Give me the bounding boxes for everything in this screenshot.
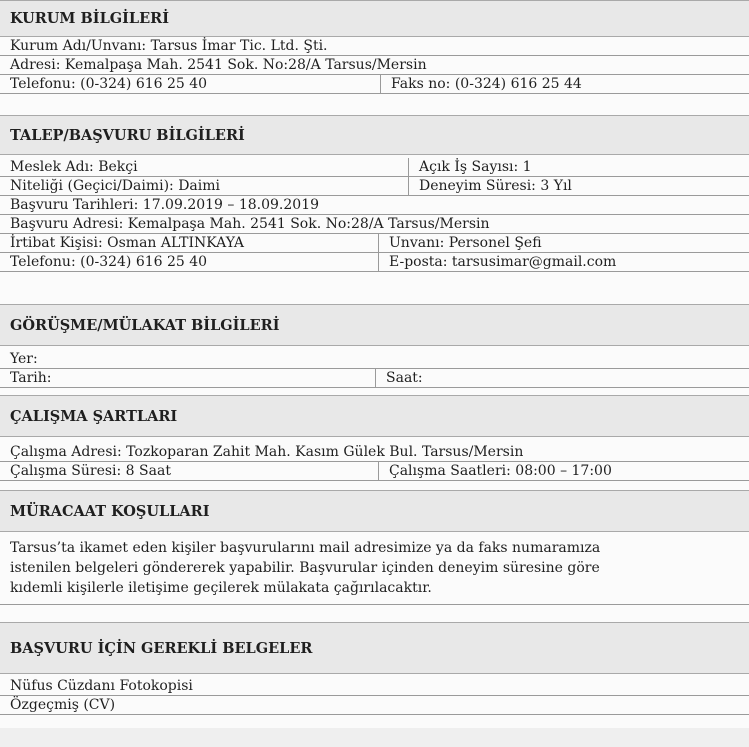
talep-telefon-row — [0, 253, 749, 272]
muracaat-line: istenilen belgeleri göndererek yapabilir. Başvurular içinden deneyim süresine göre — [10, 560, 600, 576]
section-calisma-title: ÇALIŞMA ŞARTLARI — [10, 407, 178, 425]
calisma-adres-row — [0, 443, 749, 462]
talep-meslek-row — [0, 158, 749, 177]
calisma-sure-row — [0, 462, 749, 481]
belge-item: Özgeçmiş (CV) — [10, 697, 116, 713]
section-belgeler-header — [0, 622, 749, 674]
gorusme-yer: Yer: — [10, 351, 38, 367]
gorusme-tarih: Tarih: — [10, 370, 52, 386]
section-talep-header — [0, 115, 749, 155]
talep-telefon: Telefonu: (0-324) 616 25 40 — [10, 254, 208, 270]
section-kurum-header — [0, 0, 749, 37]
talep-adres: Başvuru Adresi: Kemalpaşa Mah. 2541 Sok. No:28/A Tarsus/Mersin — [10, 216, 490, 232]
section-gorusme-title: GÖRÜŞME/MÜLAKAT BİLGİLERİ — [10, 316, 280, 334]
muracaat-line: Tarsus’ta ikamet eden kişiler başvurularını mail adresimize ya da faks numaramıza — [10, 540, 601, 556]
section-kurum-title: KURUM BİLGİLERİ — [10, 10, 170, 27]
talep-unvan: Unvanı: Personel Şefi — [378, 234, 749, 252]
kurum-phone: Telefonu: (0-324) 616 25 40 — [10, 76, 208, 92]
section-gorusme-header — [0, 304, 749, 346]
section-muracaat-title: MÜRACAAT KOŞULLARI — [10, 502, 210, 520]
kurum-fax: Faks no: (0-324) 616 25 44 — [380, 75, 749, 93]
talep-nitelik-row — [0, 177, 749, 196]
gorusme-tarih-row — [0, 369, 749, 388]
talep-acik-is: Açık İş Sayısı: 1 — [408, 158, 749, 176]
kurum-address-row — [0, 56, 749, 75]
belge-row — [0, 696, 749, 715]
muracaat-divider — [0, 604, 749, 605]
page-footer-band — [0, 728, 749, 747]
talep-irtibat: İrtibat Kişisi: Osman ALTINKAYA — [10, 235, 244, 251]
section-muracaat-header — [0, 490, 749, 532]
talep-adres-row — [0, 215, 749, 234]
kurum-name: Kurum Adı/Unvanı: Tarsus İmar Tic. Ltd. Şti. — [10, 38, 328, 54]
talep-tarih-row — [0, 196, 749, 215]
calisma-adres: Çalışma Adresi: Tozkoparan Zahit Mah. Kasım Gülek Bul. Tarsus/Mersin — [10, 444, 524, 460]
belge-item: Nüfus Cüzdanı Fotokopisi — [10, 678, 193, 694]
kurum-contact-row — [0, 75, 749, 94]
talep-nitelik: Niteliği (Geçici/Daimi): Daimi — [10, 178, 220, 194]
section-calisma-header — [0, 395, 749, 437]
muracaat-text — [0, 538, 749, 598]
calisma-saatler: Çalışma Saatleri: 08:00 – 17:00 — [378, 462, 749, 480]
section-talep-title: TALEP/BAŞVURU BİLGİLERİ — [10, 126, 245, 144]
talep-deneyim: Deneyim Süresi: 3 Yıl — [408, 177, 749, 195]
gorusme-saat: Saat: — [375, 369, 749, 387]
muracaat-line: kıdemli kişilerle iletişime geçilerek mülakata çağırılacaktır. — [10, 580, 432, 596]
section-belgeler-title: BAŞVURU İÇİN GEREKLİ BELGELER — [10, 639, 313, 657]
kurum-name-row — [0, 37, 749, 56]
talep-tarihler: Başvuru Tarihleri: 17.09.2019 – 18.09.2019 — [10, 197, 320, 213]
gorusme-yer-row — [0, 350, 749, 369]
talep-meslek: Meslek Adı: Bekçi — [10, 159, 138, 175]
calisma-sure: Çalışma Süresi: 8 Saat — [10, 463, 171, 479]
talep-irtibat-row — [0, 234, 749, 253]
talep-eposta: E-posta: tarsusimar@gmail.com — [378, 253, 749, 271]
kurum-address: Adresi: Kemalpaşa Mah. 2541 Sok. No:28/A Tarsus/Mersin — [10, 57, 427, 73]
belge-row — [0, 677, 749, 696]
